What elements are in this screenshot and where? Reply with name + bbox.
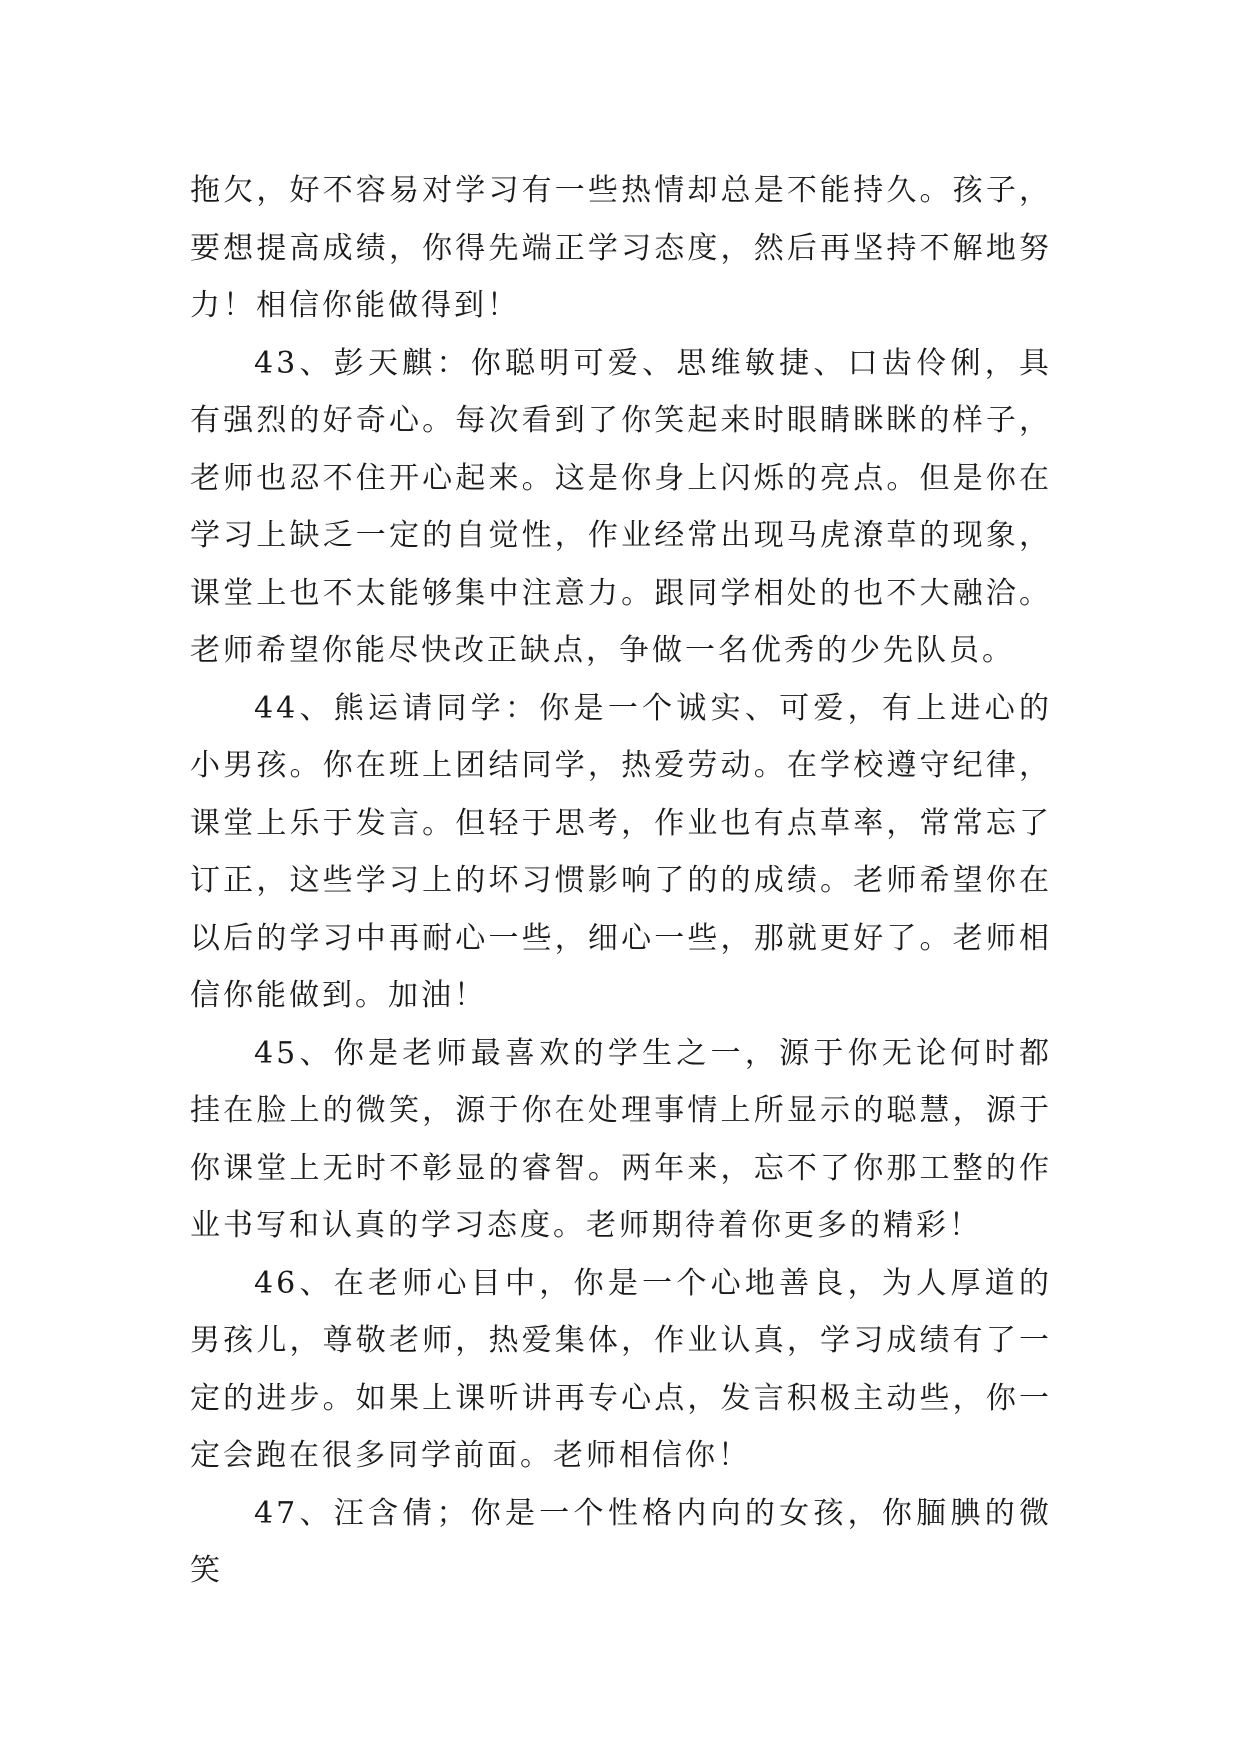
comment-paragraph-44: 44、熊运请同学：你是一个诚实、可爱，有上进心的小男孩。你在班上团结同学，热爱劳动。在学校遵守纪律，课堂上乐于发言。但轻于思考，作业也有点草率，常常忘了订正，这些学习上的坏习惯影响了的的成绩。老师希望你在以后的学习中再耐心一些，细心一些，那就更好了。老师相信你能做到。加油！ (190, 690, 1052, 1013)
comment-paragraph-46: 46、在老师心目中，你是一个心地善良，为人厚道的男孩儿，尊敬老师，热爱集体，作业认真，学习成绩有了一定的进步。如果上课听讲再专心点，发言积极主动些，你一定会跑在很多同学前面。老师相信你！ (190, 1265, 1052, 1473)
comment-paragraph-43: 43、彭天麒：你聪明可爱、思维敏捷、口齿伶俐，具有强烈的好奇心。每次看到了你笑起来时眼睛眯眯的样子，老师也忍不住开心起来。这是你身上闪烁的亮点。但是你在学习上缺乏一定的自觉性，作业经常出现马虎潦草的现象，课堂上也不太能够集中注意力。跟同学相处的也不大融洽。老师希望你能尽快改正缺点，争做一名优秀的少先队员。 (190, 345, 1052, 668)
paragraph-continuation: 拖欠，好不容易对学习有一些热情却总是不能持久。孩子，要想提高成绩，你得先端正学习态度，然后再坚持不解地努力！相信你能做得到！ (190, 173, 1052, 323)
comment-paragraph-45: 45、你是老师最喜欢的学生之一，源于你无论何时都挂在脸上的微笑，源于你在处理事情上所显示的聪慧，源于你课堂上无时不彰显的睿智。两年来，忘不了你那工整的作业书写和认真的学习态度。老师期待着你更多的精彩！ (190, 1035, 1052, 1243)
comment-paragraph-47: 47、汪含倩；你是一个性格内向的女孩，你腼腆的微笑 (190, 1495, 1052, 1588)
document-body (190, 162, 1052, 1600)
